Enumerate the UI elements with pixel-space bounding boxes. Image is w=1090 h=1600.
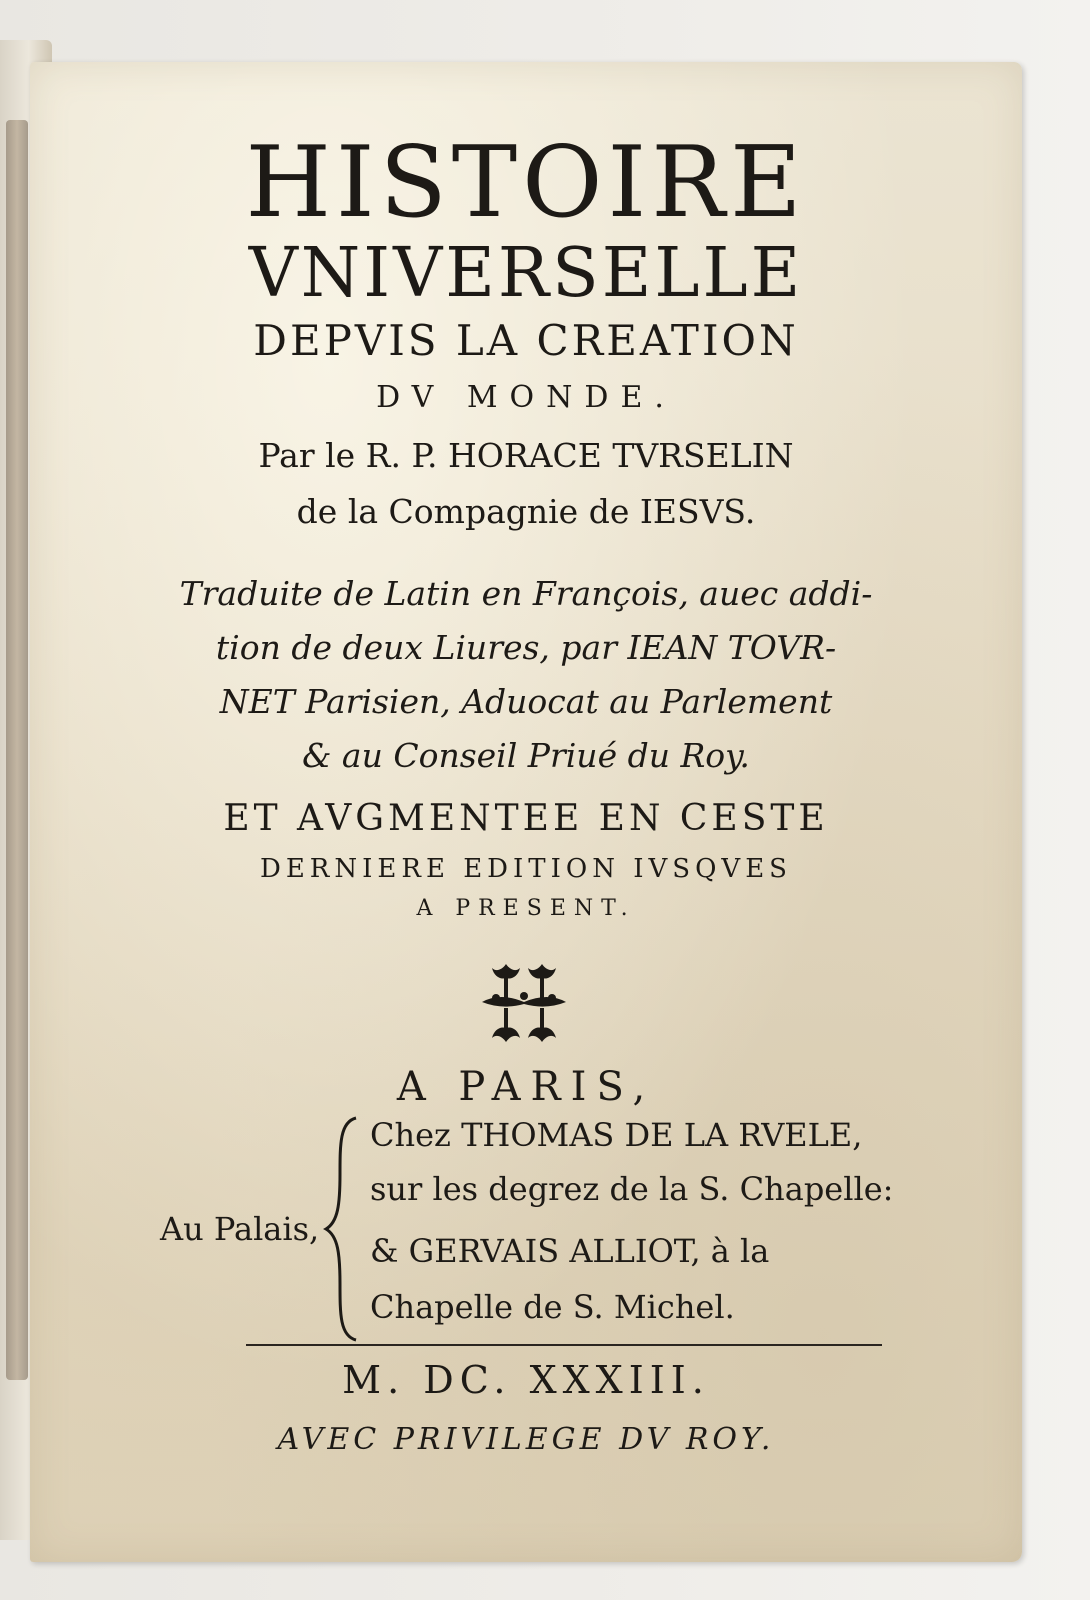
book-spine bbox=[6, 120, 28, 1380]
author-line-1: Par le R. P. HORACE TVRSELIN bbox=[258, 436, 794, 475]
translation-line-2: tion de deux Liures, par IEAN TOVR- bbox=[215, 628, 837, 667]
translation-line-1: Traduite de Latin en François, auec addi- bbox=[179, 574, 873, 613]
translation-line-3: NET Parisien, Aduocat au Parlement bbox=[219, 682, 833, 721]
divider-rule bbox=[246, 1344, 882, 1346]
translation-line-4: & au Conseil Priué du Roy. bbox=[302, 736, 750, 775]
subtitle-line-4: DV MONDE. bbox=[376, 380, 676, 415]
author-line-2: de la Compagnie de IESVS. bbox=[296, 492, 756, 531]
subtitle-line-3: DEPVIS LA CREATION bbox=[253, 316, 799, 365]
brace-icon bbox=[322, 1114, 362, 1344]
place-line: A PARIS, bbox=[396, 1064, 656, 1110]
privilege-line: AVEC PRIVILEGE DV ROY. bbox=[277, 1422, 775, 1457]
imprint-line-3: & GERVAIS ALLIOT, à la bbox=[370, 1232, 770, 1270]
augment-line-1: ET AVGMENTEE EN CESTE bbox=[223, 798, 829, 839]
imprint-left: Au Palais, bbox=[160, 1210, 320, 1248]
subtitle: VNIVERSELLE bbox=[248, 234, 804, 313]
imprint-line-2: sur les degrez de la S. Chapelle: bbox=[370, 1170, 894, 1208]
augment-line-3: A PRESENT. bbox=[416, 896, 636, 921]
augment-line-2: DERNIERE EDITION IVSQVES bbox=[259, 854, 792, 884]
imprint-line-1: Chez THOMAS DE LA RVELE, bbox=[370, 1116, 863, 1154]
title-page bbox=[30, 62, 1022, 1562]
imprint-line-4: Chapelle de S. Michel. bbox=[370, 1288, 735, 1326]
fleuron-ornament-icon bbox=[476, 958, 572, 1048]
date-line: M. DC. XXXIII. bbox=[342, 1358, 710, 1402]
title: HISTOIRE bbox=[245, 126, 807, 240]
